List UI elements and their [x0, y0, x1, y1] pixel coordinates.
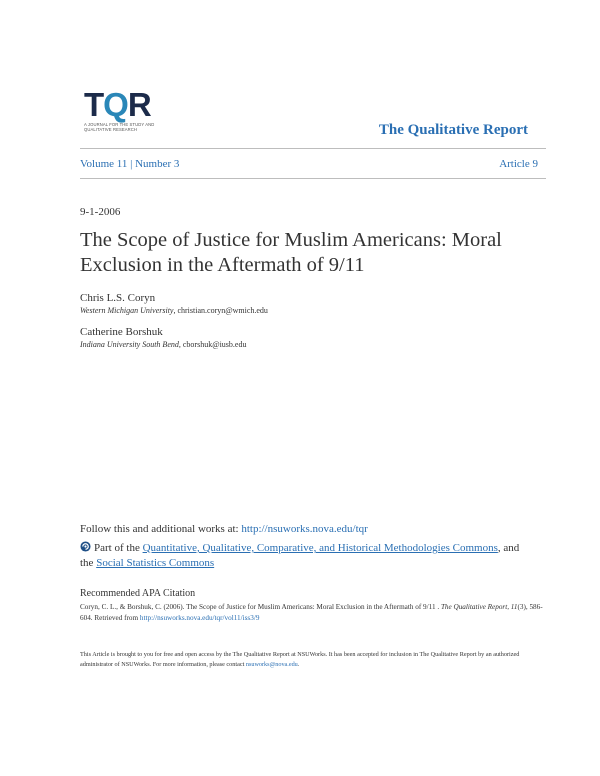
part-of-line: Part of the Quantitative, Qualitative, Comparative, and Historical Methodologies Commons, and the Social Statistics Commons: [80, 542, 520, 569]
header-divider-bottom: [80, 178, 546, 179]
article-number-link[interactable]: Article 9: [499, 158, 538, 170]
article-title: The Scope of Justice for Muslim Americans: Moral Exclusion in the Aftermath of 9/11: [80, 229, 502, 276]
author-name: Catherine Borshuk: [80, 326, 163, 338]
follow-line: Follow this and additional works at: http://nsuworks.nova.edu/tqr: [80, 523, 368, 535]
author-affiliation: Indiana University South Bend, cborshuk@iusb.edu: [80, 340, 247, 349]
author-name: Chris L.S. Coryn: [80, 292, 156, 304]
issue-info: [80, 158, 179, 170]
volume-link[interactable]: Volume 11: [80, 158, 128, 170]
contact-email-link[interactable]: nsuworks@nova.edu: [245, 661, 298, 668]
citation-text: Coryn, C. L., & Borshuk, C. (2006). The Scope of Justice for Muslim Americans: Moral Exclusion in the Aftermath of 9/11 . The Qualitative Report, 11(3), 586-604. Retrieved from http://nsuworks.nova.edu/tqr/vol11/iss3/9: [80, 603, 543, 622]
publication-date: 9-1-2006: [80, 206, 121, 218]
header-divider-top: [80, 148, 546, 149]
logo-tagline: A JOURNAL FOR THE STUDY AND QUALITATIVE RESEARCH: [84, 122, 155, 132]
follow-link[interactable]: http://nsuworks.nova.edu/tqr: [241, 523, 368, 535]
issue-separator: |: [130, 158, 133, 170]
social-statistics-commons-link[interactable]: Social Statistics Commons: [96, 557, 215, 569]
journal-title[interactable]: The Qualitative Report: [378, 122, 528, 138]
citation-link[interactable]: http://nsuworks.nova.edu/tqr/vol11/iss3/9: [139, 614, 260, 622]
methodologies-commons-link[interactable]: Quantitative, Qualitative, Comparative, and Historical Methodologies Commons: [142, 542, 498, 554]
author-affiliation: Western Michigan University, christian.coryn@wmich.edu: [80, 306, 268, 315]
network-icon: [80, 541, 91, 552]
logo-wordmark: TQR: [84, 86, 151, 123]
citation-heading: Recommended APA Citation: [80, 588, 196, 599]
journal-logo: [84, 88, 174, 132]
number-link[interactable]: Number 3: [135, 158, 180, 170]
access-notice: This Article is brought to you for free and open access by the The Qualitative Report at NSUWorks. It has been accepted for inclusion in The Qualitative Report by an authorized administrator of NSUWorks. For more information, please contact nsuworks@nova.edu.: [80, 651, 520, 668]
